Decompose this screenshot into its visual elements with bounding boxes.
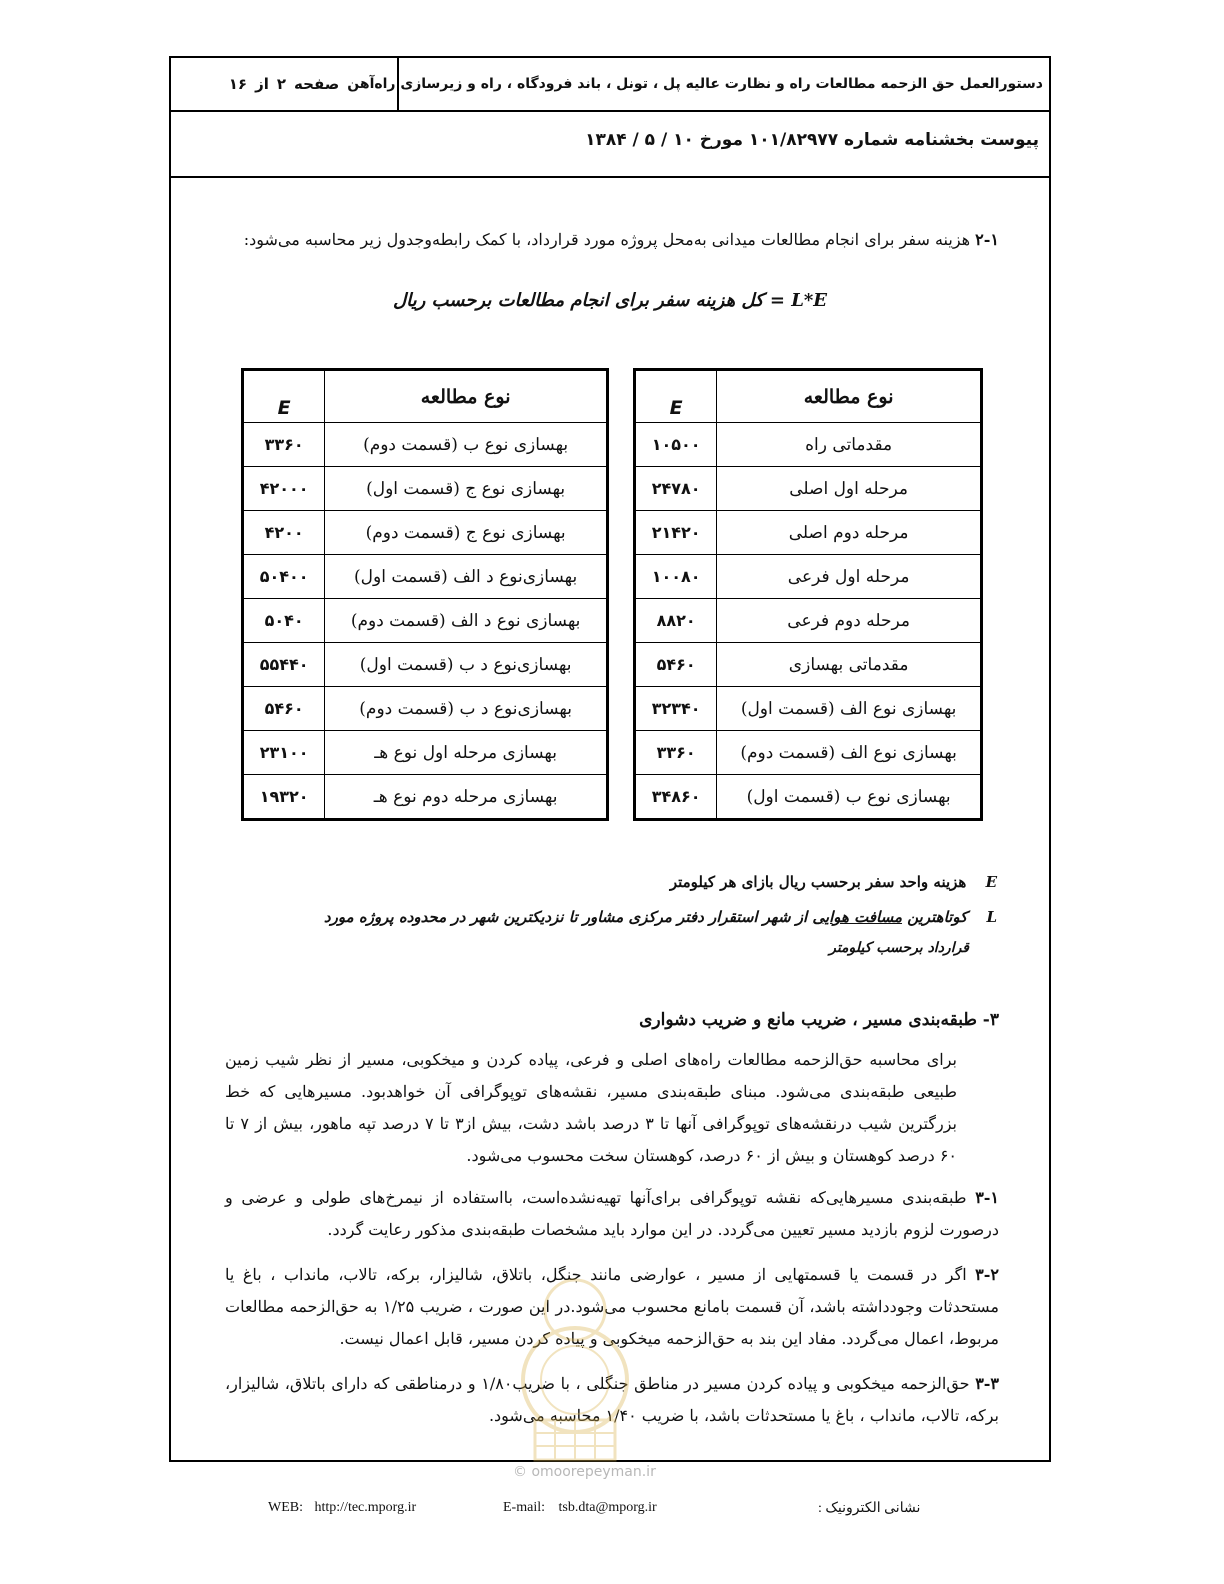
e-value-cell: ۲۱۴۲۰ xyxy=(635,511,717,555)
study-type-cell: بهسازی نوع الف (قسمت دوم) xyxy=(717,731,982,775)
annex-reference: پیوست بخشنامه شماره ۱۰۱/۸۲۹۷۷ مورخ ۱۰ / ۵ / ۱۳۸۴ xyxy=(585,130,1039,150)
annex-row xyxy=(171,112,1049,178)
table-row xyxy=(243,467,608,511)
section-3-3-number: ۳-۳ xyxy=(975,1374,1000,1393)
page-total: ۱۶ xyxy=(228,75,248,93)
study-type-cell: مرحله دوم فرعی xyxy=(717,599,982,643)
page-word: صفحه xyxy=(294,75,340,93)
e-value-cell: ۴۲۰۰ xyxy=(243,511,325,555)
study-type-cell: بهسازی نوع د الف (قسمت دوم) xyxy=(325,599,608,643)
col-header-type: نوع مطالعه xyxy=(325,370,608,423)
footer-web-label: WEB: xyxy=(268,1500,303,1515)
table-row xyxy=(243,775,608,820)
legend-l-symbol: L xyxy=(986,908,997,926)
table-row xyxy=(635,731,982,775)
study-type-cell: مرحله اول فرعی xyxy=(717,555,982,599)
seal-watermark-icon xyxy=(505,1270,645,1470)
document-page xyxy=(169,56,1051,1462)
section-3-heading: ۳- طبقه‌بندی مسیر ، ضریب مانع و ضریب دشواری xyxy=(639,1010,999,1030)
e-value-cell: ۵۴۶۰ xyxy=(243,687,325,731)
footer-web xyxy=(268,1500,416,1516)
footer-web-url[interactable]: http://tec.mporg.ir xyxy=(314,1500,417,1515)
study-type-cell: بهسازی مرحله دوم نوع هـ xyxy=(325,775,608,820)
section-3-2-number: ۳-۲ xyxy=(975,1265,999,1284)
study-type-cell: بهسازی نوع ب (قسمت اول) xyxy=(717,775,982,820)
table-row xyxy=(243,687,608,731)
study-type-cell: بهسازی نوع الف (قسمت اول) xyxy=(717,687,982,731)
study-type-cell: بهسازی‌نوع د ب (قسمت اول) xyxy=(325,643,608,687)
study-type-cell: بهسازی نوع ج (قسمت اول) xyxy=(325,467,608,511)
study-type-cell: مرحله اول اصلی xyxy=(717,467,982,511)
watermark-site xyxy=(513,1464,656,1480)
table-row xyxy=(635,511,982,555)
e-value-cell: ۱۰۵۰۰ xyxy=(635,423,717,467)
table-row xyxy=(243,511,608,555)
e-value-cell: ۸۸۲۰ xyxy=(635,599,717,643)
e-value-cell: ۲۳۱۰۰ xyxy=(243,731,325,775)
footer-email xyxy=(503,1500,657,1516)
study-type-cell: مرحله دوم اصلی xyxy=(717,511,982,555)
footer-email-address[interactable]: tsb.dta@mporg.ir xyxy=(558,1500,657,1515)
study-type-cell: بهسازی‌نوع د الف (قسمت اول) xyxy=(325,555,608,599)
legend-e xyxy=(670,873,997,891)
travel-cost-table-right xyxy=(633,368,983,821)
page-number: ۲ xyxy=(276,75,287,93)
legend-l-text-c: از شهر استقرار دفتر مرکزی مشاور تا نزدیکترین شهر در محدوده پروژه مورد xyxy=(323,908,808,926)
section-2-1-line xyxy=(244,230,999,249)
col-header-type: نوع مطالعه xyxy=(717,370,982,423)
table-row xyxy=(243,423,608,467)
e-value-cell: ۳۳۶۰ xyxy=(243,423,325,467)
table-row xyxy=(635,423,982,467)
table-row xyxy=(635,643,982,687)
e-value-cell: ۲۴۷۸۰ xyxy=(635,467,717,511)
section-3-2-text: اگر در قسمت یا قسمتهایی از مسیر ، عوارضی مانند جنگل، باتلاق، شالیزار، برکه، تالاب، مانداب ، باغ یا مستحدثات وجودداشته باشد، آن قسمت بامانع محسوب می‌شود.در این صورت ، ضریب ۱/۲۵ به حق‌الزحمه مطالعات مربوط، اعمال می‌گردد. مفاد این بند به حق‌الزحمه میخکوبی و پیاده کردن مسیر، قابل اعمال نیست. xyxy=(225,1265,999,1348)
legend-l-line2: قرارداد برحسب کیلومتر xyxy=(829,940,969,956)
header-row xyxy=(171,58,1049,112)
table-row xyxy=(243,599,608,643)
e-value-cell: ۵۴۶۰ xyxy=(635,643,717,687)
study-type-cell: بهسازی مرحله اول نوع هـ xyxy=(325,731,608,775)
study-type-cell: بهسازی نوع ج (قسمت دوم) xyxy=(325,511,608,555)
legend-l-text-a: کوتاهترین xyxy=(907,908,968,926)
table-row xyxy=(635,687,982,731)
formula-symbol: L*E xyxy=(791,290,827,311)
col-header-e: E xyxy=(635,370,717,423)
page-of-word: از xyxy=(255,75,269,93)
e-value-cell: ۳۳۶۰ xyxy=(635,731,717,775)
watermark-site-text: omoorepeyman.ir xyxy=(531,1464,656,1480)
legend-l-text-b: مسافت هوایی xyxy=(812,908,903,926)
table-row xyxy=(635,555,982,599)
legend-e-text: هزینه واحد سفر برحسب ریال بازای هر کیلومتر xyxy=(669,873,967,891)
study-type-cell: بهسازی‌نوع د ب (قسمت دوم) xyxy=(325,687,608,731)
table-row xyxy=(243,555,608,599)
table-row xyxy=(243,731,608,775)
travel-cost-formula xyxy=(171,290,1049,311)
e-value-cell: ۱۰۰۸۰ xyxy=(635,555,717,599)
section-3-intro: برای محاسبه حق‌الزحمه مطالعات راه‌های اصلی و فرعی، پیاده کردن و میخکوبی، مسیر از نظر شیب زمین طبیعی طبقه‌بندی می‌شود. مبنای طبقه‌بندی مسیر، نقشه‌های توپوگرافی آن خواهدبود. مسیرهایی که خط بزرگترین شیب درنقشه‌های توپوگرافی آنها تا ۳ درصد باشد دشت، بیش از۳ تا ۷ درصد تپه ماهور، بیش از ۷ تا ۶۰ درصد کوهستان و بیش از ۶۰ درصد، کوهستان سخت محسوب می‌شود. xyxy=(225,1050,957,1165)
travel-cost-table-left xyxy=(241,368,609,821)
footer-electronic-label: نشانی الکترونیک : xyxy=(818,1501,921,1516)
table-row xyxy=(635,467,982,511)
table-row xyxy=(243,643,608,687)
e-value-cell: ۵۰۴۰۰ xyxy=(243,555,325,599)
legend-l xyxy=(324,908,997,926)
e-value-cell: ۴۲۰۰۰ xyxy=(243,467,325,511)
e-value-cell: ۱۹۳۲۰ xyxy=(243,775,325,820)
section-3-1-number: ۳-۱ xyxy=(975,1188,1000,1207)
document-title: دستورالعمل حق الزحمه مطالعات راه و نظارت عالیه پل ، تونل ، باند فرودگاه ، راه و زیرسازی راه‌آهن xyxy=(347,76,1043,92)
study-type-cell: مقدماتی بهسازی xyxy=(717,643,982,687)
table-row xyxy=(635,599,982,643)
section-2-1-text: هزینه سفر برای انجام مطالعات میدانی به‌محل پروژه مورد قرارداد، با کمک رابطه‌وجدول زیر محاسبه می‌شود: xyxy=(243,230,971,249)
table-row xyxy=(635,775,982,820)
e-value-cell: ۳۲۳۴۰ xyxy=(635,687,717,731)
study-type-cell: مقدماتی راه xyxy=(717,423,982,467)
e-value-cell: ۳۴۸۶۰ xyxy=(635,775,717,820)
study-type-cell: بهسازی نوع ب (قسمت دوم) xyxy=(325,423,608,467)
section-2-1-number: ۲-۱ xyxy=(975,230,999,249)
footer-email-label: E-mail: xyxy=(503,1500,545,1515)
formula-text: = کل هزینه سفر برای انجام مطالعات برحسب ریال xyxy=(393,290,785,311)
section-3-1-text: طبقه‌بندی مسیرهایی‌که نقشه توپوگرافی برای‌آنها تهیه‌نشده‌است، بااستفاده از نیمرخ‌های طولی و عرضی و درصورت لزوم بازدید مسیر تعیین می‌گردد. در این موارد باید مشخصات طبقه‌بندی مذکور رعایت گردد. xyxy=(225,1188,999,1239)
section-3-1 xyxy=(225,1182,999,1246)
copyright-icon: © xyxy=(513,1464,527,1480)
e-value-cell: ۵۰۴۰ xyxy=(243,599,325,643)
section-3-3-text: حق‌الزحمه میخکوبی و پیاده کردن مسیر در مناطق جنگلی ، با ضریب۱/۸۰ و درمناطقی که دارای باتلاق، شالیزار، برکه، تالاب، مانداب ، باغ یا مستحدثات باشد، با ضریب ۱/۴۰ محاسبه می‌شود. xyxy=(225,1374,999,1425)
col-header-e: E xyxy=(243,370,325,423)
e-value-cell: ۵۵۴۴۰ xyxy=(243,643,325,687)
legend-e-symbol: E xyxy=(985,873,997,891)
